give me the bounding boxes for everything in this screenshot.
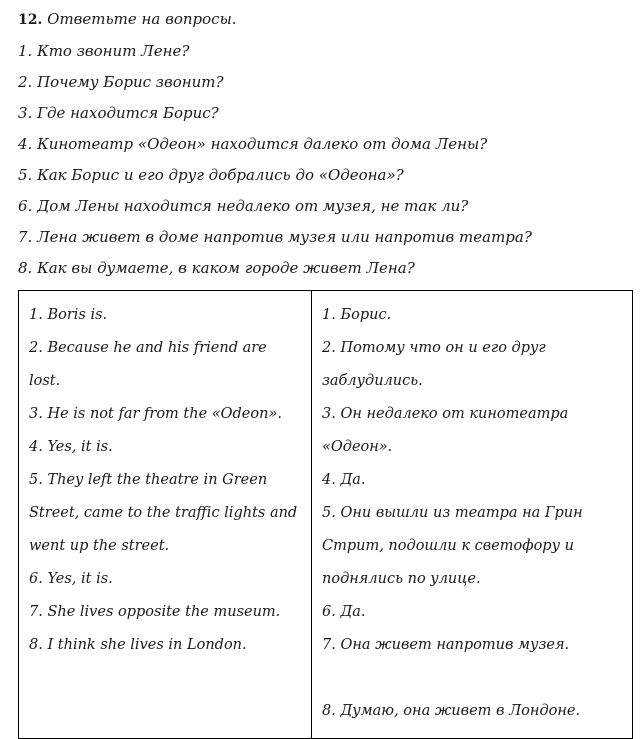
question-5: 5. Как Борис и его друг добрались до «Одеона»?: [18, 166, 404, 184]
answer-en-2: 2. Because he and his friend are lost.: [29, 340, 267, 389]
question-7: 7. Лена живет в доме напротив музея или напротив театра?: [18, 228, 532, 246]
answers-table: [18, 290, 633, 739]
answer-ru-8: 8. Думаю, она живет в Лондоне.: [322, 703, 581, 719]
answer-en-5: 5. They left the theatre in Green Street, came to the traffic lights and went up the street.: [29, 472, 298, 554]
answer-ru-4: 4. Да.: [322, 472, 366, 488]
question-2: 2. Почему Борис звонит?: [18, 73, 224, 91]
question-4: 4. Кинотеатр «Одеон» находится далеко от дома Лены?: [18, 135, 488, 153]
question-6: 6. Дом Лены находится недалеко от музея, не так ли?: [18, 197, 469, 215]
questions-section: [18, 10, 626, 278]
answer-en-8: 8. I think she lives in London.: [29, 637, 247, 653]
answer-ru-2: 2. Потому что он и его друг заблудились.: [322, 340, 546, 389]
answers-row: [19, 291, 633, 739]
question-8: 8. Как вы думаете, в каком городе живет Лена?: [18, 259, 415, 277]
answers-column-english: [19, 291, 312, 739]
exercise-number: 12.: [18, 12, 43, 28]
exercise-title-text: Ответьте на вопросы.: [47, 10, 237, 28]
question-3: 3. Где находится Борис?: [18, 104, 219, 122]
answer-ru-1: 1. Борис.: [322, 307, 392, 323]
answers-column-russian: [312, 291, 633, 739]
answer-en-4: 4. Yes, it is.: [29, 439, 113, 455]
answer-ru-3: 3. Он недалеко от кинотеатра «Одеон».: [322, 406, 569, 455]
answer-en-1: 1. Boris is.: [29, 307, 108, 323]
answer-en-6: 6. Yes, it is.: [29, 571, 113, 587]
answer-ru-7: 7. Она живет напротив музея.: [322, 637, 570, 653]
question-1: 1. Кто звонит Лене?: [18, 42, 190, 60]
answer-ru-6: 6. Да.: [322, 604, 366, 620]
answer-en-3: 3. He is not far from the «Odeon».: [29, 406, 282, 422]
answer-ru-5: 5. Они вышли из театра на Грин Стрит, подошли к светофору и поднялись по улице.: [322, 505, 583, 587]
exercise-title: [18, 10, 626, 30]
answer-en-7: 7. She lives opposite the museum.: [29, 604, 281, 620]
